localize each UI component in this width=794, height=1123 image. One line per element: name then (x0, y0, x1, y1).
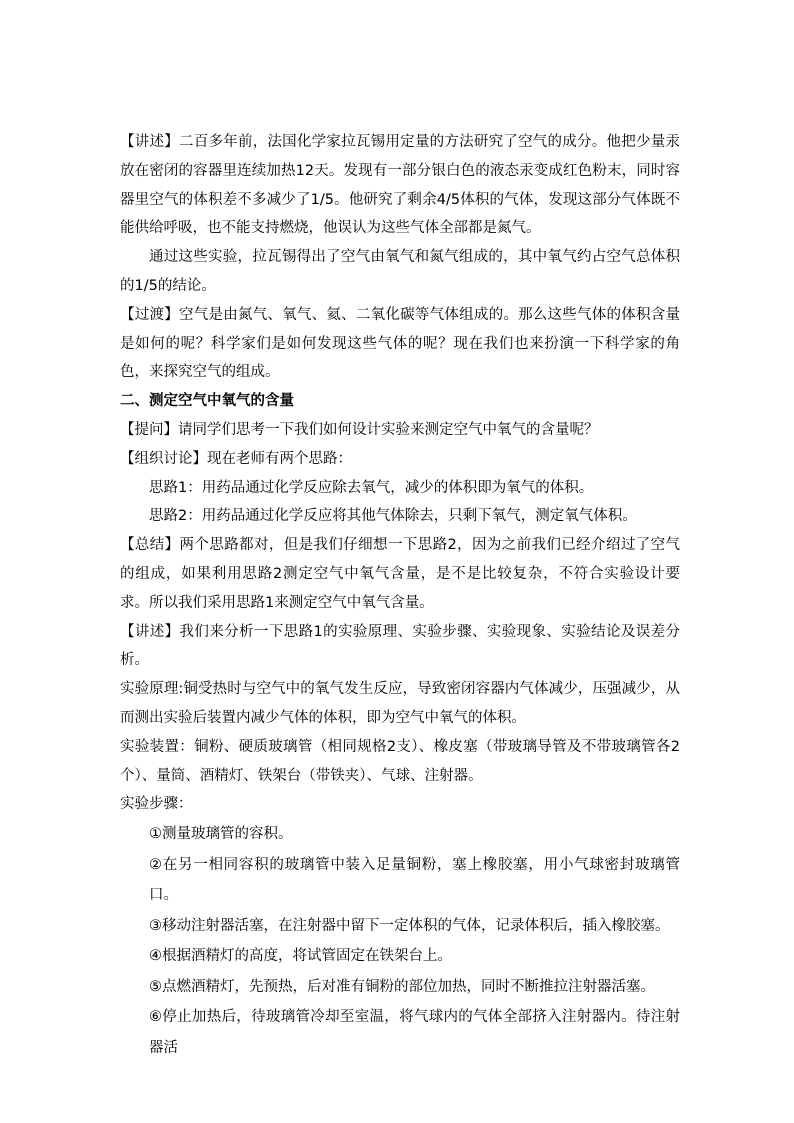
step-2: ②在另一相同容积的玻璃管中装入足量铜粉，塞上橡胶塞，用小气球密封玻璃管口。 (149, 856, 680, 904)
paragraph-discussion: 【组织讨论】现在老师有两个思路： (120, 450, 352, 467)
step-1: ①测量玻璃管的容积。 (149, 826, 293, 843)
step-6: ⑥停止加热后，待玻璃管冷却至室温，将气球内的气体全部挤入注射器内。待注射器活 (149, 1009, 680, 1056)
document-page (120, 128, 680, 1063)
paragraph-steps-label: 实验步骤： (120, 796, 193, 813)
paragraph-lecture-lavoisier: 【讲述】二百多年前，法国化学家拉瓦锡用定量的方法研究了空气的成分。他把少量汞放在密闭的容器里连续加热12天。发现有一部分银白色的液态汞变成红色粉末，同时容器里空气的体积差不多减少了1∕5。他研究了剩余4∕5体积的气体，发现这部分气体既不能供给呼吸，也不能支持燃烧，他误认为这些气体全部都是氮气。 (120, 134, 680, 237)
paragraph-question: 【提问】请同学们思考一下我们如何设计实验来测定空气中氧气的含量呢？ (120, 421, 599, 438)
paragraph-apparatus: 实验装置：铜粉、硬质玻璃管（相同规格2支）、橡皮塞（带玻璃导管及不带玻璃管各2个）、量筒、酒精灯、铁架台（带铁夹）、气球、注射器。 (120, 738, 680, 784)
paragraph-idea-1: 思路1：用药品通过化学反应除去氧气，减少的体积即为氧气的体积。 (149, 479, 594, 496)
paragraph-summary: 【总结】两个思路都对，但是我们仔细想一下思路2，因为之前我们已经介绍过了空气的组成，如果利用思路2测定空气中氧气含量，是不是比较复杂，不符合实验设计要求。所以我们采用思路1来测定空气中氧气含量。 (120, 537, 680, 611)
paragraph-lecture-analysis: 【讲述】我们来分析一下思路1的实验原理、实验步骤、实验现象、实验结论及误差分析。 (120, 623, 680, 669)
paragraph-lavoisier-conclusion: 通过这些实验，拉瓦锡得出了空气由氧气和氮气组成的，其中氧气约占空气总体积的1∕5的结论。 (120, 249, 680, 294)
step-4: ④根据酒精灯的高度，将试管固定在铁架台上。 (149, 948, 452, 965)
step-3: ③移动注射器活塞，在注射器中留下一定体积的气体，记录体积后，插入橡胶塞。 (149, 917, 670, 934)
paragraph-idea-2: 思路2：用药品通过化学反应将其他气体除去，只剩下氧气，测定氧气体积。 (149, 508, 637, 525)
paragraph-transition: 【过渡】空气是由氮气、氧气、氦、二氧化碳等气体组成的。那么这些气体的体积含量是如何的呢？科学家们是如何发现这些气体的呢？现在我们也来扮演一下科学家的角色，来探究空气的组成。 (120, 306, 680, 381)
paragraph-principle: 实验原理:铜受热时与空气中的氧气发生反应，导致密闭容器内气体减少，压强减少，从而测出实验后装置内减少气体的体积，即为空气中氧气的体积。 (120, 681, 680, 726)
section-heading-oxygen-content: 二、测定空气中氧气的含量 (120, 393, 294, 410)
step-5: ⑤点燃酒精灯，先预热，后对准有铜粉的部位加热，同时不断推拉注射器活塞。 (149, 978, 655, 995)
